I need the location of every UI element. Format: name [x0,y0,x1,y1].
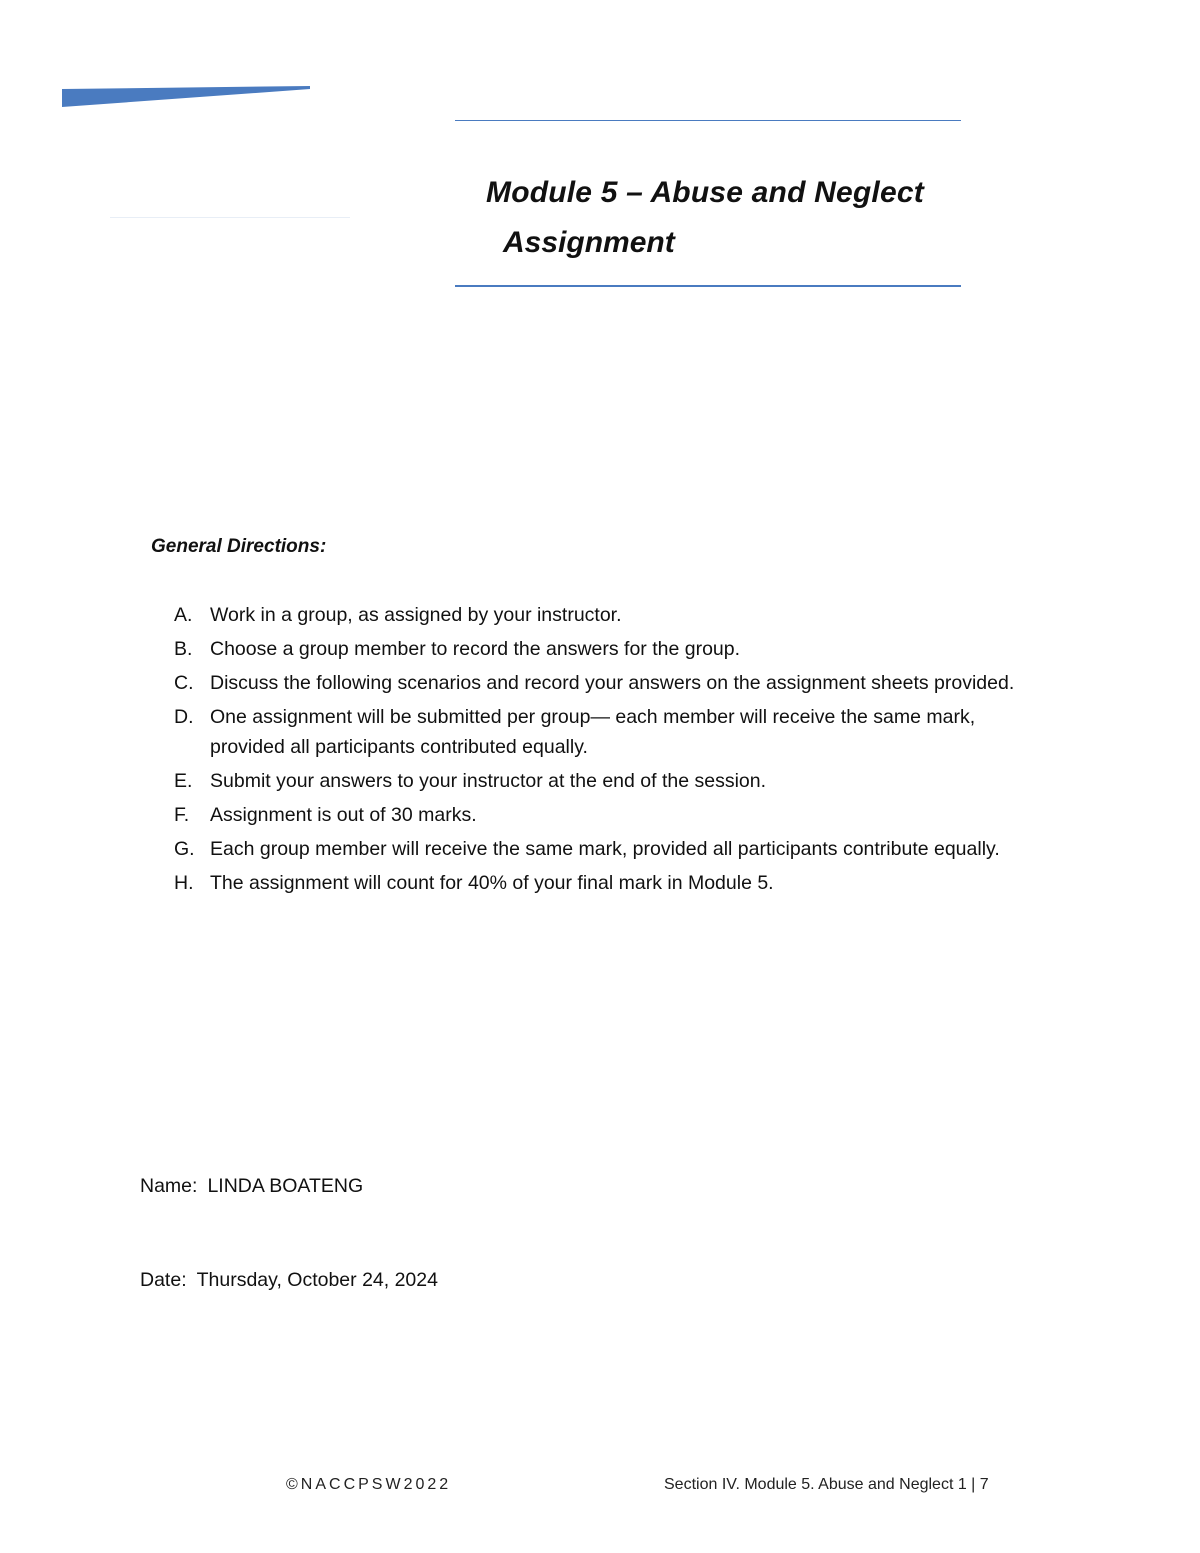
direction-text: Work in a group, as assigned by your instructor. [210,604,622,626]
direction-item [174,835,1034,865]
list-marker: H. [174,871,194,894]
direction-item [174,703,1034,762]
direction-text: Discuss the following scenarios and record your answers on the assignment sheets provided. [210,672,1015,694]
directions-list [174,601,1034,903]
direction-text: Assignment is out of 30 marks. [210,803,477,826]
page-subtitle: Assignment [503,226,675,259]
direction-text: Each group member will receive the same mark, provided all participants contribute equally. [210,837,1000,860]
direction-item [174,669,1034,699]
list-marker: E. [174,769,193,792]
direction-text: Submit your answers to your instructor at the end of the session. [210,769,767,792]
title-rule-top [455,120,961,121]
direction-text: Choose a group member to record the answers for the group. [210,638,741,660]
page-title: Module 5 – Abuse and Neglect [486,176,924,209]
name-label: Name: [140,1175,198,1197]
direction-item [174,601,1034,631]
list-marker: D. [174,706,194,728]
direction-text: The assignment will count for 40% of your final mark in Module 5. [210,871,774,894]
name-value: LINDA BOATENG [207,1175,364,1197]
footer-page-info: Section IV. Module 5. Abuse and Neglect 1 | 7 [664,1476,989,1493]
name-field [140,1175,363,1198]
list-marker: B. [174,638,193,660]
list-marker: A. [174,604,193,626]
title-rule-bottom [455,285,961,287]
list-marker: F. [174,803,190,826]
direction-item [174,635,1034,665]
faint-divider [110,217,350,218]
list-marker: C. [174,672,194,694]
list-marker: G. [174,837,195,860]
directions-heading: General Directions: [151,536,327,557]
date-value: Thursday, October 24, 2024 [196,1269,438,1291]
date-field [140,1269,438,1292]
direction-item [174,869,1034,899]
date-label: Date: [140,1269,187,1291]
direction-item [174,801,1034,831]
direction-item [174,767,1034,797]
direction-text: One assignment will be submitted per group— each member will receive the same mark, provided all participants contributed equally. [210,706,976,758]
footer-copyright: ©NACCPSW2022 [286,1476,452,1493]
